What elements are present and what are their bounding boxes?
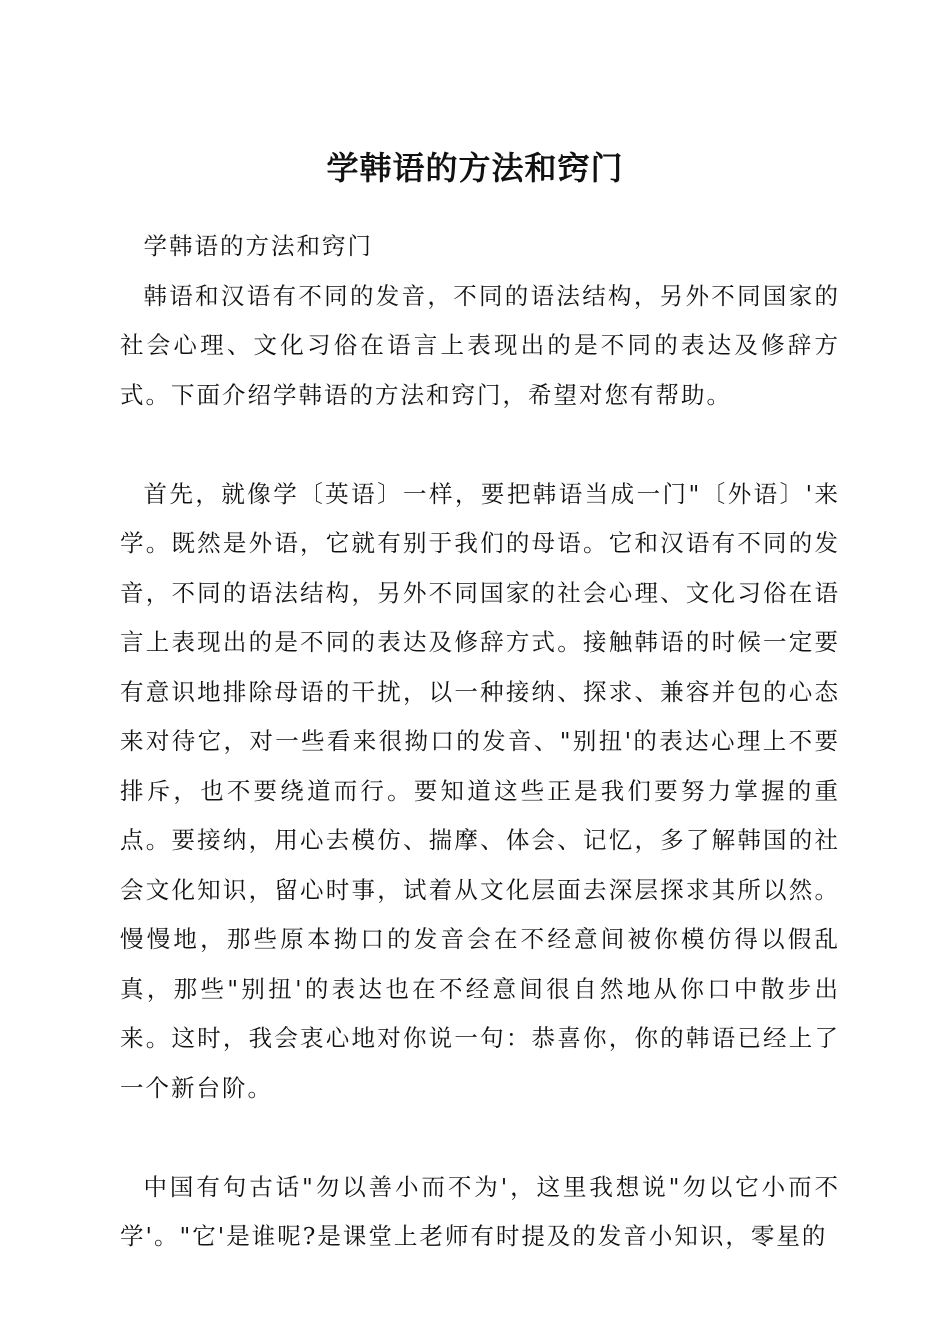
document-body	[120, 222, 840, 1262]
document-title: 学韩语的方法和窍门	[326, 149, 624, 187]
paragraph-first-method: 首先，就像学〔英语〕一样，要把韩语当成一门"〔外语〕'来学。既然是外语，它就有别于我们的母语。它和汉语有不同的发音，不同的语法结构，另外不同国家的社会心理、文化习俗在语言上表现出的是不同的表达及修辞方式。接触韩语的时候一定要有意识地排除母语的干扰，以一种接纳、探求、兼容并包的心态来对待它，对一些看来很拗口的发音、"别扭'的表达心理上不要排斥，也不要绕道而行。要知道这些正是我们要努力掌握的重点。要接纳，用心去模仿、揣摩、体会、记忆，多了解韩国的社会文化知识，留心时事，试着从文化层面去深层探求其所以然。慢慢地，那些原本拗口的发音会在不经意间被你模仿得以假乱真，那些"别扭'的表达也在不经意间很自然地从你口中散步出来。这时，我会衷心地对你说一句：恭喜你，你的韩语已经上了一个新台阶。	[120, 479, 840, 1102]
paragraph-proverb: 中国有句古话"勿以善小而不为'，这里我想说"勿以它小而不学'。"它'是谁呢?是课堂上老师有时提及的发音小知识，零星的	[120, 1172, 840, 1250]
paragraph-subtitle: 学韩语的方法和窍门	[143, 232, 373, 260]
paragraph-gap	[120, 420, 840, 470]
paragraph-intro: 韩语和汉语有不同的发音，不同的语法结构，另外不同国家的社会心理、文化习俗在语言上表现出的是不同的表达及修辞方式。下面介绍学韩语的方法和窍门，希望对您有帮助。	[120, 281, 840, 409]
paragraph-gap	[120, 1113, 840, 1163]
